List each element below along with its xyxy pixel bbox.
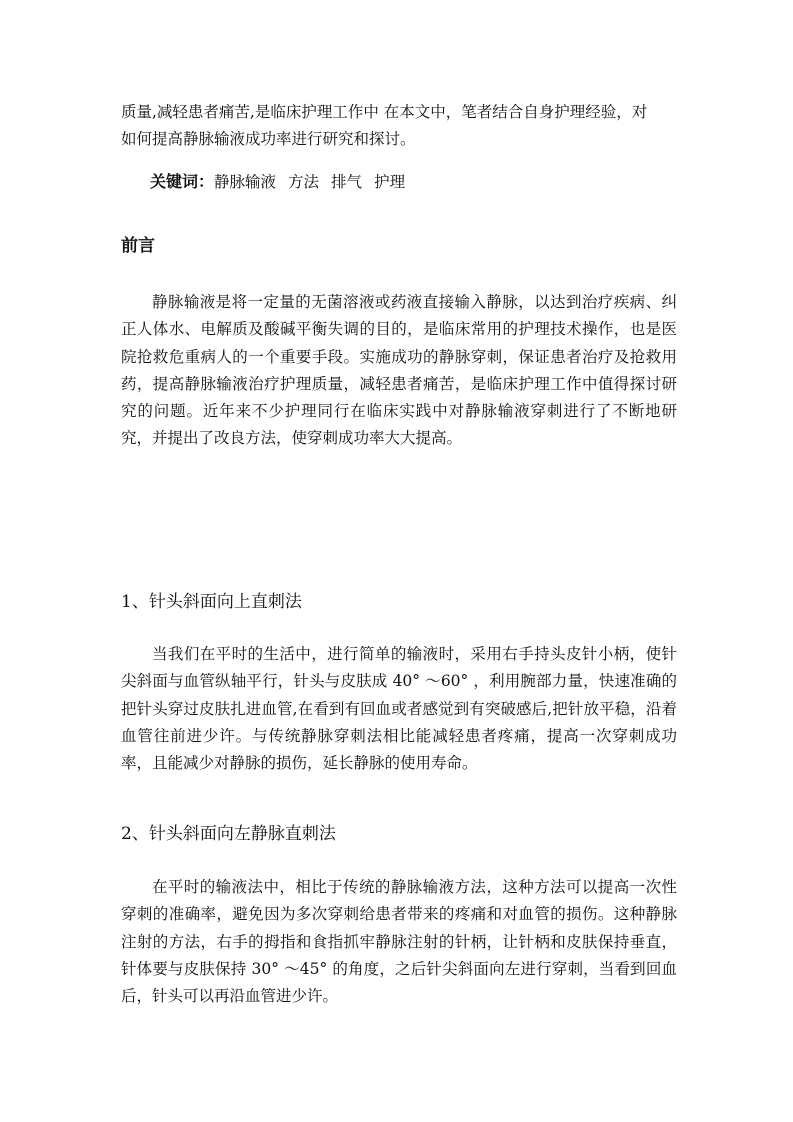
keywords-label: 关键词： (150, 172, 215, 191)
keyword-item: 静脉输液 (214, 173, 277, 191)
section-1-heading: 1、针头斜面向上直刺法 (121, 592, 302, 612)
preface-heading: 前言 (121, 236, 155, 256)
section-2-heading: 2、针头斜面向左静脉直刺法 (121, 824, 336, 844)
keyword-item: 排气 (331, 173, 363, 191)
section-2-paragraph: 在平时的输液法中，相比于传统的静脉输液方法，这种方法可以提高一次性穿刺的准确率，避免因为多次穿刺给患者带来的疼痛和对血管的损伤。这种静脉注射的方法，右手的拇指和食指抓牢静脉注射的针柄，让针柄和皮肤保持垂直，针体要与皮肤保持 30° ～45° 的角度，之后针尖斜面向左进行穿刺，当看到回血后，针头可以再沿血管进少许。 (121, 878, 677, 1006)
intro-line-1: 质量,减轻患者痛苦,是临床护理工作中 在本文中，笔者结合自身护理经验，对 (121, 103, 648, 121)
preface-paragraph: 静脉输液是将一定量的无菌溶液或药液直接输入静脉，以达到治疗疾病、纠正人体水、电解质及酸碱平衡失调的目的，是临床常用的护理技术操作，也是医院抢救危重病人的一个重要手段。实施成功的静脉穿刺，保证患者治疗及抢救用药，提高静脉输液治疗护理质量，减轻患者痛苦，是临床护理工作中值得探讨研究的问题。近年来不少护理同行在临床实践中对静脉输液穿刺进行了不断地研究，并提出了改良方法，使穿刺成功率大大提高。 (121, 293, 677, 448)
intro-paragraph (121, 99, 677, 154)
keyword-item: 护理 (374, 173, 406, 191)
keywords-line (150, 171, 417, 193)
section-1-paragraph: 当我们在平时的生活中，进行简单的输液时，采用右手持头皮针小柄，使针尖斜面与血管纵轴平行，针头与皮肤成 40° ～60° ，利用腕部力量，快速准确的把针头穿过皮肤扎进血管,在看到有回血或者感觉到有突破感后,把针放平稳，沿着血管往前进少许。与传统静脉穿刺法相比能减轻患者疼痛，提高一次穿刺成功率，且能减少对静脉的损伤，延长静脉的使用寿命。 (121, 645, 677, 773)
keyword-item: 方法 (288, 173, 320, 191)
intro-line-2: 如何提高静脉输液成功率进行研究和探讨。 (121, 130, 416, 149)
